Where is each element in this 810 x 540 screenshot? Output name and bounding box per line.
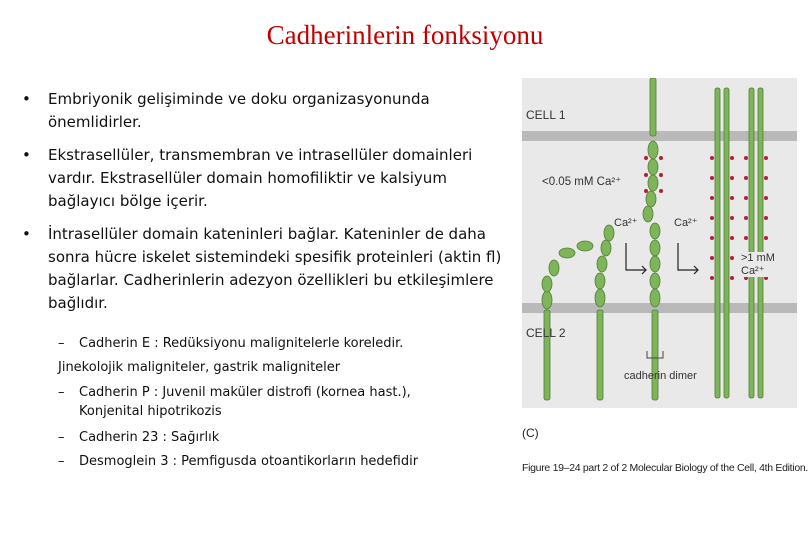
low-calcium-label: <0.05 mM Ca²⁺ <box>542 176 622 188</box>
cell1-label: CELL 1 <box>526 108 566 122</box>
bullet-marker: • <box>22 146 31 164</box>
high-calcium-label: >1 mM Ca²⁺ <box>741 252 797 277</box>
arrow-right <box>678 243 698 274</box>
calcium-label-left: Ca²⁺ <box>614 217 638 229</box>
sub-item-marker: – <box>58 336 65 351</box>
cadherin-dimer-upper <box>643 78 658 222</box>
bullet-item <box>22 223 512 315</box>
slide-title: Cadherinlerin fonksiyonu <box>266 20 544 50</box>
cadherin-diagram <box>522 78 797 408</box>
sub-item <box>58 383 478 421</box>
sub-item-continuation: Jinekolojik maligniteler, gastrik maligniteler <box>58 360 341 375</box>
cell1-membrane <box>522 131 797 141</box>
panel-label: (C) <box>522 426 539 440</box>
sub-item-list <box>58 333 478 473</box>
sub-item-marker: – <box>58 430 65 445</box>
bullet-item <box>22 144 512 213</box>
arrow-left <box>626 243 646 274</box>
cadherin-monomer-bent <box>542 241 593 400</box>
bullet-item <box>22 88 512 134</box>
bullet-list <box>22 88 512 325</box>
sub-item <box>58 333 478 355</box>
cell2-membrane <box>522 303 797 313</box>
sub-item-text: Cadherin 23 : Sağırlık <box>79 430 220 445</box>
sub-item-text: Cadherin P : Juvenil maküler distrofi (kornea hast.), Konjenital hipotrikozis <box>79 385 411 419</box>
cell2-label: CELL 2 <box>526 326 566 340</box>
sub-item-text: Cadherin E : Redüksiyonu malignitelerle koreledir. <box>79 336 404 351</box>
bullet-text: Ekstrasellüler, transmembran ve intrasellüler domainleri vardır. Ekstrasellüler domain homofiliktir ve kalsiyum bağlayıcı bölge içerir. <box>48 146 473 210</box>
sub-item-marker: – <box>58 454 65 469</box>
bullet-marker: • <box>22 225 31 243</box>
sub-item-marker: – <box>58 385 65 400</box>
figure-caption: Figure 19–24 part 2 of 2 Molecular Biology of the Cell, 4th Edition. <box>522 462 809 474</box>
bullet-text: Embriyonik gelişiminde ve doku organizasyonunda önemlidirler. <box>48 90 430 131</box>
sub-item <box>58 451 478 473</box>
calcium-label-right: Ca²⁺ <box>674 217 698 229</box>
bullet-marker: • <box>22 90 31 108</box>
sub-item <box>58 427 478 449</box>
cadherin-dimer-label: cadherin dimer <box>624 370 697 382</box>
bullet-text: İntrasellüler domain kateninleri bağlar. Kateninler de daha sonra hücre iskelet sistemindeki spesifik proteinleri (aktin fl) bağlarlar. Cadherinlerin adezyon özellikleri bu etkileşimlere bağlıdır. <box>48 225 502 312</box>
cadherin-figure <box>522 78 797 408</box>
sub-item-text: Desmoglein 3 : Pemfigusda otoantikorların hedefidir <box>79 454 419 469</box>
